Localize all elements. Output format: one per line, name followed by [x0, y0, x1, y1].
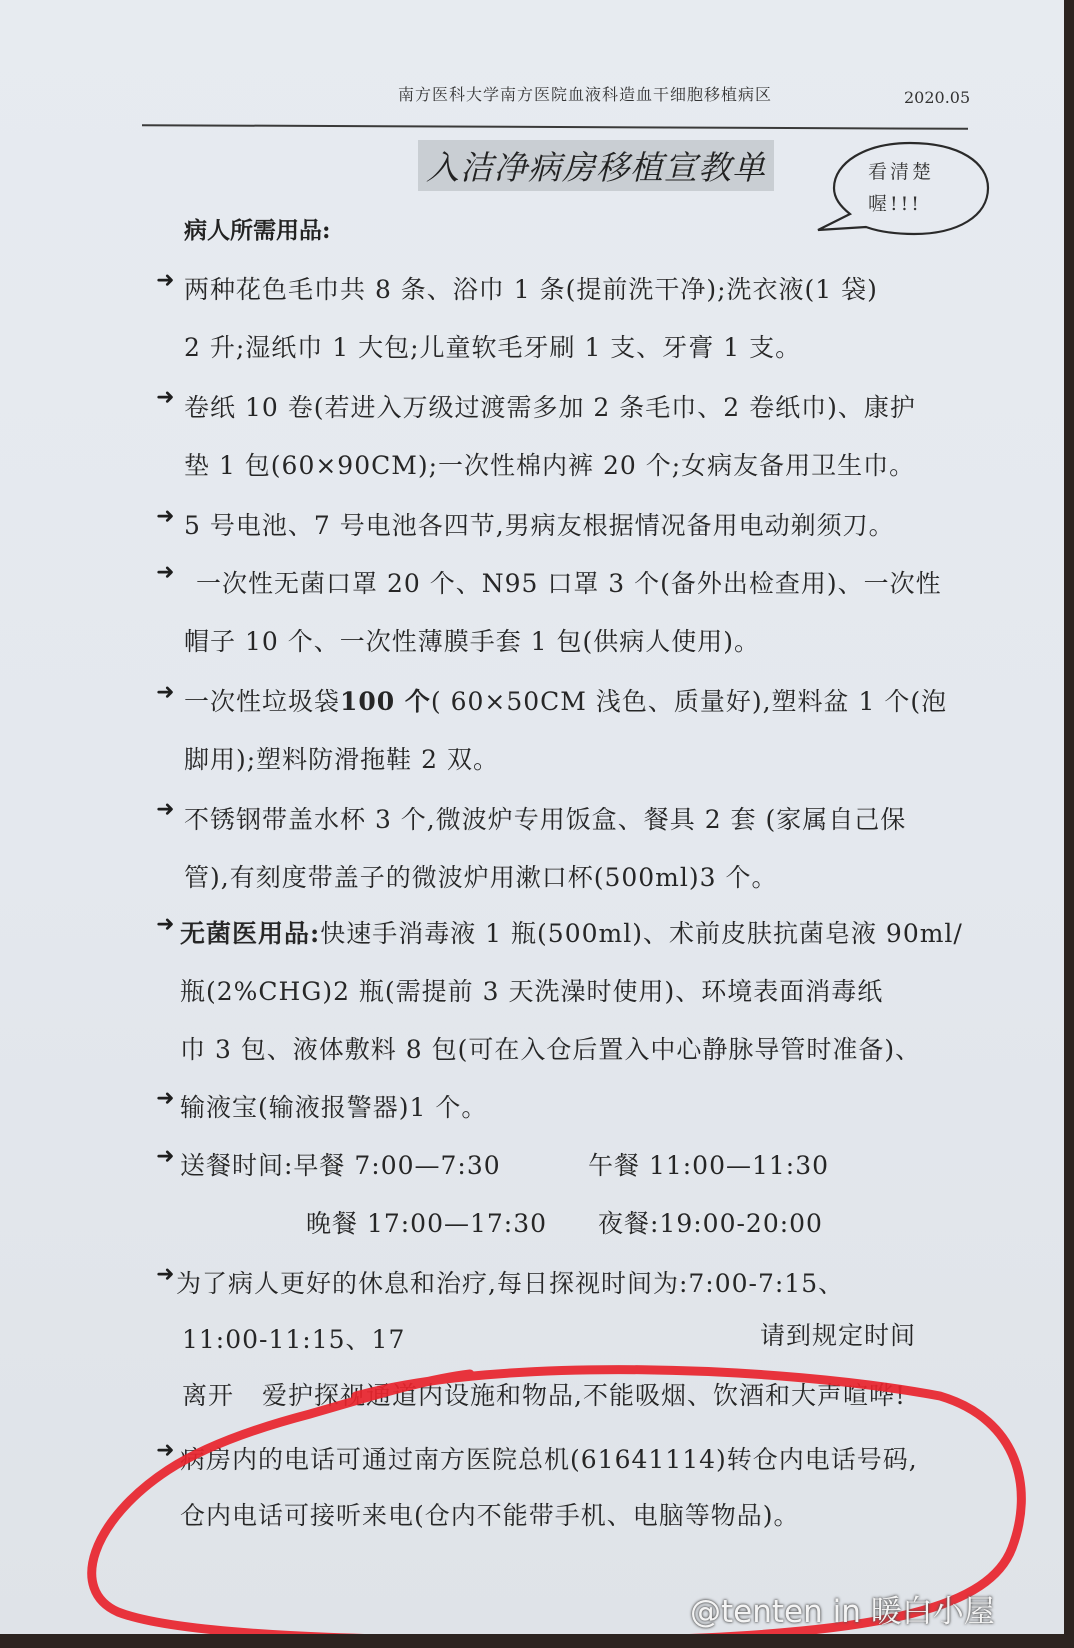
list-item: 帽子 10 个、一次性薄膜手套 1 包(供病人使用)。	[184, 627, 761, 656]
list-item: 11:00-11:15、17	[182, 1325, 406, 1354]
section-heading: 病人所需用品:	[184, 217, 331, 244]
meal-time-breakfast: 送餐时间:早餐 7:00—7:30	[180, 1151, 501, 1180]
list-item: 两种花色毛巾共 8 条、浴巾 1 条(提前洗干净);洗衣液(1 袋)	[184, 275, 878, 304]
list-item: 卷纸 10 卷(若进入万级过渡需多加 2 条毛巾、2 卷纸巾)、康护	[184, 393, 916, 422]
list-item-text: 快速手消毒液 1 瓶(500ml)、术前皮肤抗菌皂液 90ml/	[320, 919, 963, 948]
list-item-text: ( 60×50CM 浅色、质量好),塑料盆 1 个(泡	[430, 687, 948, 716]
arrow-bullet-icon: ➜	[156, 1144, 175, 1169]
background-edge	[1064, 0, 1074, 1648]
arrow-bullet-icon: ➜	[156, 268, 175, 293]
list-item: 为了病人更好的休息和治疗,每日探视时间为:7:00-7:15、	[176, 1269, 845, 1298]
meal-time-lunch: 午餐 11:00—11:30	[588, 1151, 830, 1180]
list-item: 爱护探视通道内设施和物品,不能吸烟、饮酒和大声喧哗!	[262, 1381, 906, 1410]
list-item: 巾 3 包、液体敷料 8 包(可在入仓后置入中心静脉导管时准备)、	[180, 1035, 922, 1064]
list-item: 输液宝(输液报警器)1 个。	[180, 1093, 488, 1122]
arrow-bullet-icon: ➜	[156, 1086, 175, 1111]
list-item: 不锈钢带盖水杯 3 个,微波炉专用饭盒、餐具 2 套 (家属自己保	[184, 805, 907, 834]
list-item: 管),有刻度带盖子的微波炉用漱口杯(500ml)3 个。	[184, 863, 778, 892]
list-item: 瓶(2%CHG)2 瓶(需提前 3 天洗澡时使用)、环境表面消毒纸	[180, 977, 884, 1006]
list-item-emphasis: 100 个	[340, 687, 431, 716]
arrow-bullet-icon: ➜	[156, 680, 175, 705]
header-date: 2020.05	[904, 88, 971, 107]
list-item: 仓内电话可接听来电(仓内不能带手机、电脑等物品)。	[180, 1501, 800, 1530]
list-item: 脚用);塑料防滑拖鞋 2 双。	[184, 745, 499, 774]
arrow-bullet-icon: ➜	[156, 560, 175, 585]
arrow-bullet-icon: ➜	[156, 797, 175, 822]
list-item: 病房内的电话可通过南方医院总机(61641114)转仓内电话号码,	[180, 1445, 918, 1474]
background-edge	[0, 1634, 1074, 1648]
arrow-bullet-icon: ➜	[156, 912, 175, 937]
list-item: 离开	[182, 1381, 235, 1410]
list-item: 请到规定时间	[760, 1321, 917, 1350]
arrow-bullet-icon: ➜	[156, 385, 175, 410]
arrow-bullet-icon: ➜	[156, 1438, 175, 1463]
list-item-text: 一次性垃圾袋	[184, 687, 341, 716]
list-item: 垫 1 包(60×90CM);一次性棉内裤 20 个;女病友备用卫生巾。	[184, 451, 916, 480]
arrow-bullet-icon: ➜	[156, 1262, 175, 1287]
meal-time-night: 夜餐:19:00-20:00	[598, 1209, 823, 1238]
list-item: 2 升;湿纸巾 1 大包;儿童软毛牙刷 1 支、牙膏 1 支。	[184, 333, 802, 362]
meal-time-dinner: 晚餐 17:00—17:30	[306, 1209, 548, 1238]
bubble-text: 看清楚喔!!!	[868, 161, 935, 215]
watermark: @tenten in 暖白小屋	[690, 1594, 995, 1630]
list-item-emphasis: 无菌医用品:	[180, 919, 321, 948]
list-item: 5 号电池、7 号电池各四节,男病友根据情况备用电动剃须刀。	[184, 511, 895, 540]
header-institution: 南方医科大学南方医院血液科造血干细胞移植病区	[398, 85, 773, 104]
arrow-bullet-icon: ➜	[156, 504, 175, 529]
list-item: 一次性无菌口罩 20 个、N95 口罩 3 个(备外出检查用)、一次性	[196, 569, 942, 598]
document-title: 入洁净病房移植宣教单	[418, 140, 774, 191]
